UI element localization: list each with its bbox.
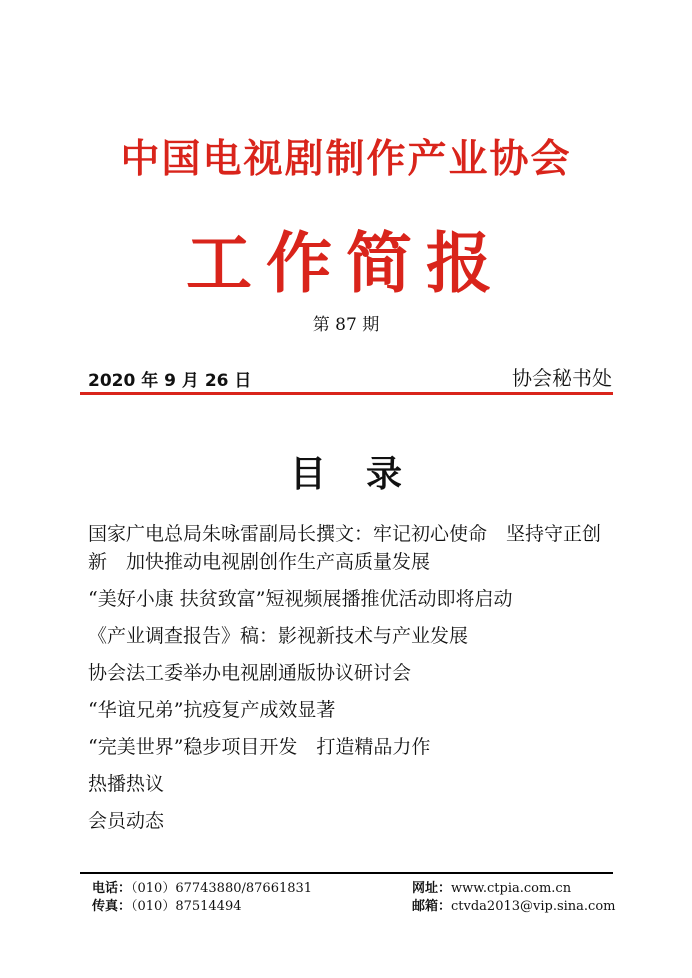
bulletin-title: 工作简报 (186, 224, 506, 302)
contact-right (412, 880, 616, 916)
website-link[interactable]: www.ctpia.com.cn (451, 881, 572, 896)
contact-left (92, 880, 312, 916)
issue-number: 第 87 期 (312, 315, 380, 335)
email-row (412, 898, 616, 916)
email-link[interactable]: ctvda2013@vip.sina.com (451, 899, 616, 914)
publisher: 协会秘书处 (512, 366, 612, 390)
toc-list (88, 520, 608, 844)
phone-label: 电话： (92, 881, 132, 896)
phone-value: （010）67743880/87661831 (131, 881, 313, 896)
publication-date: 2020 年 9 月 26 日 (88, 371, 252, 391)
phone-row (92, 880, 312, 898)
website-label: 网址： (412, 881, 452, 896)
fax-label: 传真： (92, 899, 132, 914)
toc-item: “完美世界”稳步项目开发 打造精品力作 (88, 736, 431, 758)
toc-item: 国家广电总局朱咏雷副局长撰文：牢记初心使命 坚持守正创新 加快推动电视剧创作生产高质量发展 (88, 523, 602, 573)
toc-item: 热播热议 (88, 773, 165, 795)
toc-item: “美好小康 扶贫致富”短视频展播推优活动即将启动 (88, 588, 513, 610)
footer-divider (80, 872, 613, 874)
toc-item: 协会法工委举办电视剧通版协议研讨会 (88, 662, 412, 684)
header-divider (80, 392, 613, 395)
organization-name: 中国电视剧制作产业协会 (120, 136, 572, 182)
fax-row (92, 898, 312, 916)
website-row (412, 880, 616, 898)
toc-item: “华谊兄弟”抗疫复产成效显著 (88, 699, 336, 721)
toc-item: 《产业调查报告》稿：影视新技术与产业发展 (88, 625, 469, 647)
toc-title: 目录 (289, 453, 442, 495)
fax-value: （010）87514494 (131, 899, 242, 914)
toc-item: 会员动态 (88, 810, 165, 832)
email-label: 邮箱： (412, 899, 452, 914)
